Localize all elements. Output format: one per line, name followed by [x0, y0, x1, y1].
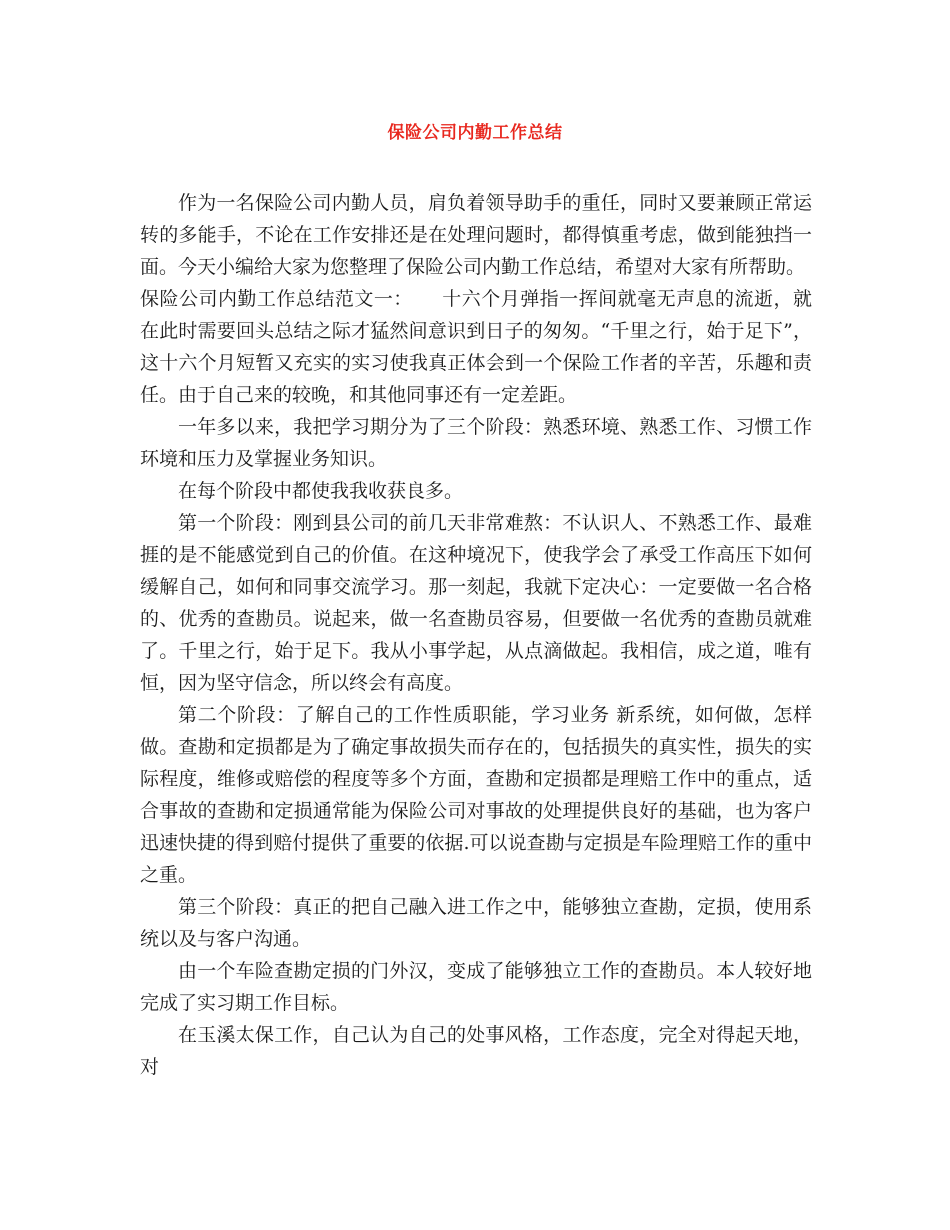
paragraph: 第一个阶段：刚到县公司的前几天非常难熬：不认识人、不熟悉工作、最难捱的是不能感觉到自己的价值。在这种境况下，使我学会了承受工作高压下如何缓解自己，如何和同事交流学习。那一刻起，我就下定决心：一定要做一名合格的、优秀的查勘员。说起来，做一名查勘员容易，但要做一名优秀的查勘员就难了。千里之行，始于足下。我从小事学起，从点滴做起。我相信，成之道，唯有恒，因为坚守信念，所以终会有高度。 — [140, 512, 812, 694]
paragraph: 在每个阶段中都使我我收获良多。 — [178, 480, 464, 502]
paragraph: 在玉溪太保工作，自己认为自己的处事风格，工作态度，完全对得起天地，对 — [140, 1024, 812, 1078]
paragraph: 第三个阶段：真正的把自己融入进工作之中，能够独立查勘，定损，使用系统以及与客户沟通。 — [140, 896, 812, 950]
document-body — [140, 187, 812, 1083]
paragraph: 第二个阶段：了解自己的工作性质职能，学习业务 新系统，如何做，怎样做。查勘和定损都是为了确定事故损失而存在的，包括损失的真实性，损失的实际程度，维修或赔偿的程度等多个方面，查勘和定损都是理赔工作中的重点，适合事故的查勘和定损通常能为保险公司对事故的处理提供良好的基础，也为客户迅速快捷的得到赔付提供了重要的依据.可以说查勘与定损是车险理赔工作的重中之重。 — [140, 704, 812, 886]
document-title: 保险公司内勤工作总结 — [387, 123, 563, 143]
paragraph: 作为一名保险公司内勤人员，肩负着领导助手的重任，同时又要兼顾正常运转的多能手，不论在工作安排还是在处理问题时，都得慎重考虑，做到能独挡一面。今天小编给大家为您整理了保险公司内勤工作总结，希望对大家有所帮助。 — [140, 192, 812, 278]
paragraph: 由一个车险查勘定损的门外汉，变成了能够独立工作的查勘员。本人较好地完成了实习期工作目标。 — [140, 960, 812, 1014]
paragraph: 一年多以来，我把学习期分为了三个阶段：熟悉环境、熟悉工作、习惯工作环境和压力及掌握业务知识。 — [140, 416, 812, 470]
paragraph: 保险公司内勤工作总结范文一： 十六个月弹指一挥间就毫无声息的流逝，就在此时需要回头总结之际才猛然间意识到日子的匆匆。“千里之行，始于足下”，这十六个月短暂又充实的实习使我真正体会到一个保险工作者的辛苦，乐趣和责任。由于自己来的较晚，和其他同事还有一定差距。 — [140, 288, 812, 406]
